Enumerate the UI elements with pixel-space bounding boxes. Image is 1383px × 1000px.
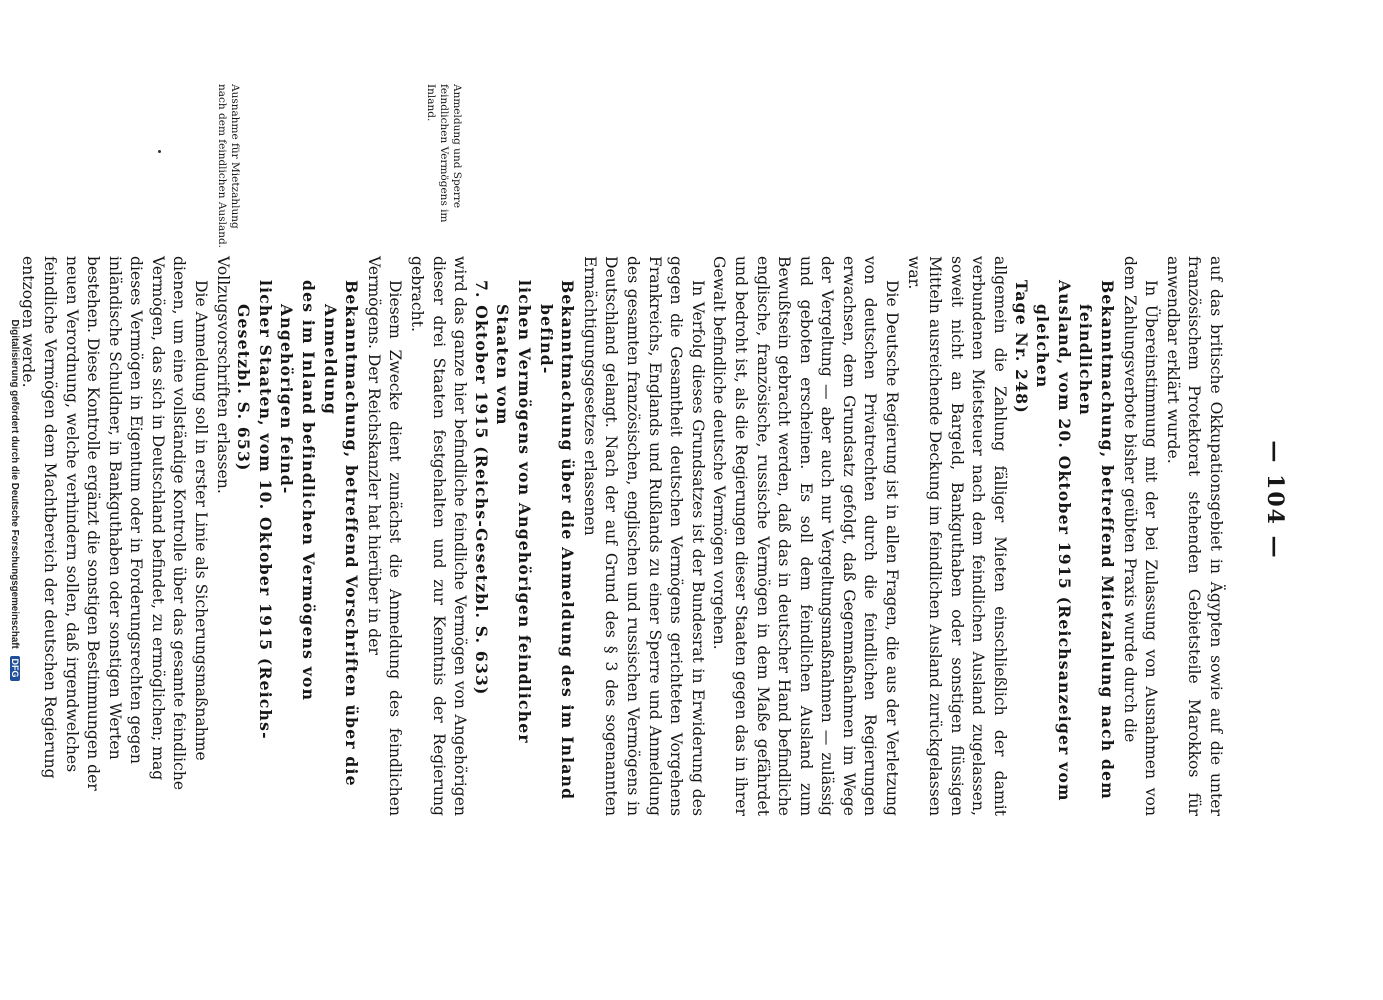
margin-dot: [158, 150, 161, 153]
paragraph: auf das britische Okkupationsgebiet in Ägypten sowie auf die unter französischem Protektorat stehenden Gebietsteile Marokkos für anwendbar erklärt wurde.: [1163, 256, 1225, 816]
paragraph: allgemein die Zahlung fälliger Mieten einschließlich der damit verbundenen Mietsteuer nach dem feindlichen Ausland zugelassen, soweit nicht an Bargeld, Bankguthaben oder sonstigen flüssigen Mitteln ausreichende Deckung im feindlichen Ausland zurückgelassen war.: [904, 256, 1010, 816]
margin-note-enemy-property: Anmeldung und Sperre feindlichen Vermögens im Inland.: [425, 84, 463, 223]
decree-title-line: Bekanntmachung über die Anmeldung des im Inland befind-: [536, 280, 578, 801]
credit-text: Digitalisierung gefördert durch die Deutsche Forschungsgemeinschaft: [9, 319, 20, 649]
decree-title-line: Tage Nr. 248): [1011, 280, 1031, 414]
page-header: — 104 —: [1262, 440, 1288, 560]
paragraph: In Verfolg dieses Grundsatzes ist der Bundesrat in Erwiderung des gegen die Gesamtheit deutschen Vermögens gerichteten Vorgehens Frankreichs, Englands und Rußlands zu einer Sperre und Anmeldung des gesamten französischen, englischen und russischen Vermögens in Deutschland gelangt. Nach der auf Grund des § 3 des sogenannten Ermächtigungsgesetzes erlassenen: [580, 256, 707, 816]
decree-title: [233, 256, 363, 816]
paragraph: Vollzugsvorschriften erlassen.: [213, 256, 232, 494]
paragraph: Die Deutsche Regierung ist in allen Fragen, die aus der Verletzung von deutschen Privatrechten durch die feindlichen Regierungen erwachsen, dem Grundsatz gefolgt, daß Gegenmaßnahmen im Wege der Vergeltung — aber auch nur Vergeltungsmaßnahmen — zulässig und geboten erscheinen. Es soll dem feindlichen Ausland zum Bewußtsein gebracht werden, daß das in deutscher Hand befindliche englische, französische, russische Vermögen in dem Maße gefährdet und bedroht ist, als die Regierungen dieser Staaten gegen das in ihrer Gewalt befindliche deutsche Vermögen vorgehen.: [710, 256, 902, 816]
decree-title-line: Ausland, vom 20. Oktober 1915 (Reichsanzeiger vom gleichen: [1033, 280, 1074, 802]
paragraph: Diesem Zwecke dient zunächst die Anmeldung des feindlichen Vermögens. Der Reichskanzler hat hierüber in der: [364, 256, 405, 816]
decree-title-line: Bekanntmachung, betreffend Mietzahlung nach dem feindlichen: [1076, 280, 1118, 800]
decree-title-line: lichen Vermögens von Angehörigen feindlicher Staaten vom: [493, 280, 534, 744]
decree-title-line: 7. Oktober 1915 (Reichs-Gesetzbl. S. 633): [471, 280, 491, 696]
decree-title-line: des im Inland befindlichen Vermögens von Angehörigen feind-: [277, 280, 319, 702]
margin-note-rent: Ausnahme für Mietzahlung nach dem feindlichen Ausland.: [216, 84, 241, 249]
paragraph: Die Anmeldung soll in erster Linie als Sicherungsmaßnahme dienen, um eine vollständige Kontrolle über das gesamte feindliche Vermögen, das sich in Deutschland befindet, zu ermöglichen; mag dieses Vermögen in Eigentum oder in Forderungsrechten gegen inländische Schuldner, in Bankguthaben oder sonstigen Werten bestehen. Diese Kontrolle ergänzt die sonstigen Bestimmungen der neuen Verordnung, welche verhindern sollen, daß irgendwelches feindliche Vermögen dem Machtbereich der deutschen Regierung entzogen werde.: [19, 256, 211, 791]
decree-title-line: Bekanntmachung, betreffend Vorschriften über die Anmeldung: [320, 280, 362, 787]
paragraph: wird das ganze hier befindliche feindliche Vermögen von Angehörigen dieser drei Staaten festgehalten und zur Kenntnis der Regierung gebracht.: [408, 256, 470, 816]
main-text: [17, 256, 1226, 816]
decree-title: [1010, 256, 1118, 816]
dfg-logo: DFG: [10, 656, 20, 681]
decree-title-line: licher Staaten, vom 10. Oktober 1915 (Reichs-Gesetzbl. S. 653): [234, 280, 275, 740]
paragraph: In Übereinstimmung mit der bei Zulassung von Ausnahmen von dem Zahlungsverbote bisher geübten Praxis wurde durch die: [1120, 256, 1161, 816]
digitization-credit: [9, 0, 20, 1000]
decree-title: [470, 256, 578, 816]
